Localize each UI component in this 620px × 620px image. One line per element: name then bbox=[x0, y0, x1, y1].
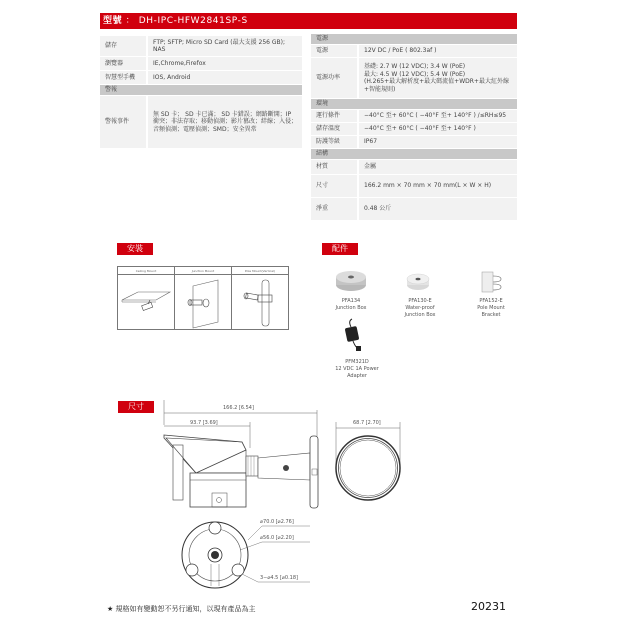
model-number: DH-IPC-HFW2841SP-S bbox=[138, 16, 248, 26]
spec-key: 警報事件 bbox=[100, 96, 148, 148]
dim-total-length: 166.2 [6.54] bbox=[223, 405, 254, 411]
accessory-desc: Junction Box bbox=[404, 312, 436, 318]
spec-row bbox=[100, 36, 302, 56]
dim-mount-holes: 3−⌀4.5 [⌀0.18] bbox=[260, 575, 298, 581]
spec-key: 電源功率 bbox=[311, 58, 359, 98]
spec-value: 金屬 bbox=[359, 160, 517, 174]
section-title: 結構 bbox=[311, 149, 517, 159]
spec-row bbox=[311, 160, 517, 174]
power-adapter-pfm321d-image bbox=[342, 317, 364, 353]
camera-front-view-drawing bbox=[334, 420, 414, 502]
spec-key: 運行條件 bbox=[311, 110, 359, 122]
spec-value: IOS, Android bbox=[148, 71, 302, 84]
footer-disclaimer: ★ 規格如有變動恕不另行通知，以現有產品為主 bbox=[107, 605, 256, 613]
junction-box-pfa134-image bbox=[334, 268, 368, 294]
section-header-environment bbox=[311, 99, 517, 109]
spec-value: 0.48 公斤 bbox=[359, 198, 517, 220]
install-caption: Ceiling Mount bbox=[118, 267, 174, 275]
accessory-desc: Bracket bbox=[481, 312, 501, 318]
spec-key: 電源 bbox=[311, 45, 359, 57]
section-title: 環境 bbox=[311, 99, 517, 109]
spec-row bbox=[311, 58, 517, 98]
accessory-model: PFA134 bbox=[341, 298, 361, 304]
install-ceiling-mount bbox=[118, 267, 175, 329]
accessory-model: PFM321D bbox=[345, 359, 369, 365]
spec-value: IP67 bbox=[359, 136, 517, 148]
spec-row bbox=[100, 71, 302, 84]
install-caption: Pole Mount(Vertical) bbox=[232, 267, 288, 275]
spec-key: 防護等級 bbox=[311, 136, 359, 148]
junction-mount-illustration bbox=[175, 276, 232, 330]
accessory-desc: Adapter bbox=[347, 373, 367, 379]
spec-value bbox=[359, 58, 517, 98]
footer-code: 20231 bbox=[471, 600, 506, 613]
install-junction-mount bbox=[175, 267, 232, 329]
spec-value: 無 SD 卡； SD 卡已滿； SD 卡錯誤；網路斷開；IP 衝突；非法存取；移動偵測；影片篡改；絆線；入侵；音頻偵測；電壓偵測；SMD；安全異常 bbox=[148, 96, 302, 148]
spec-row bbox=[311, 198, 517, 220]
spec-key: 智慧型手機 bbox=[100, 71, 148, 84]
spec-row bbox=[311, 136, 517, 148]
left-spec-table bbox=[100, 35, 302, 149]
spec-key: 儲存 bbox=[100, 36, 148, 56]
ceiling-mount-illustration bbox=[118, 276, 175, 330]
accessory-desc: 12 VDC 1A Power bbox=[335, 366, 379, 372]
spec-key: 材質 bbox=[311, 160, 359, 174]
accessory-model: PFA152-E bbox=[479, 298, 503, 304]
dim-body-length: 93.7 [3.69] bbox=[190, 420, 218, 426]
spec-row bbox=[311, 175, 517, 197]
model-title-bar bbox=[100, 13, 517, 29]
junction-box-pfa130e-image bbox=[405, 271, 431, 293]
spec-key: 儲存溫度 bbox=[311, 123, 359, 135]
accessories-section-label: 配件 bbox=[322, 243, 358, 255]
section-header-power bbox=[311, 34, 517, 44]
spec-row bbox=[100, 57, 302, 70]
spec-key: 淨重 bbox=[311, 198, 359, 220]
pole-mount-illustration bbox=[232, 276, 289, 330]
install-caption: Junction Mount bbox=[175, 267, 231, 275]
spec-row bbox=[311, 123, 517, 135]
accessory-pfa130e bbox=[395, 298, 445, 319]
accessory-pfa134 bbox=[326, 298, 376, 312]
spec-value: 166.2 mm × 70 mm × 70 mm(L × W × H) bbox=[359, 175, 517, 197]
power-line: 最大: 4.5 W (12 VDC); 5.4 W (PoE) bbox=[364, 70, 466, 78]
pole-mount-bracket-pfa152e-image bbox=[479, 269, 503, 295]
section-title: 電源 bbox=[311, 34, 517, 44]
spec-row bbox=[311, 110, 517, 122]
model-separator: ： bbox=[125, 16, 136, 26]
spec-row bbox=[100, 96, 302, 148]
dim-front-diameter: 68.7 [2.70] bbox=[353, 420, 381, 426]
dimensions-section-label: 尺寸 bbox=[118, 401, 154, 413]
power-line: 基礎: 2.7 W (12 VDC); 3.4 W (PoE) bbox=[364, 63, 466, 70]
accessory-desc: Junction Box bbox=[335, 305, 367, 311]
accessory-desc: Pole Mount bbox=[477, 305, 505, 311]
accessory-pfm321d bbox=[330, 359, 384, 380]
section-header-structure bbox=[311, 149, 517, 159]
model-label: 型號 bbox=[103, 16, 123, 26]
dim-base-inner: ⌀56.0 [⌀2.20] bbox=[260, 535, 294, 541]
accessory-pfa152e bbox=[466, 298, 516, 319]
spec-value: 12V DC / PoE ( 802.3af ) bbox=[359, 45, 517, 57]
section-title: 警報 bbox=[100, 85, 302, 95]
section-header-alarm bbox=[100, 85, 302, 95]
spec-key: 瀏覽器 bbox=[100, 57, 148, 70]
spec-key: 尺寸 bbox=[311, 175, 359, 197]
power-line: (H.265+最大解析度+最大碼流值+WDR+最大紅外線+智能規則) bbox=[364, 78, 509, 93]
install-section-label: 安裝 bbox=[117, 243, 153, 255]
spec-value: −40°C 至+ 60°C ( −40°F 至+ 140°F ) /≤RH≤95 bbox=[359, 110, 517, 122]
accessory-model: PFA130-E bbox=[408, 298, 432, 304]
spec-value: −40°C 至+ 60°C ( −40°F 至+ 140°F ) bbox=[359, 123, 517, 135]
right-spec-table bbox=[311, 33, 517, 221]
install-diagram-box bbox=[117, 266, 289, 330]
spec-row bbox=[311, 45, 517, 57]
accessory-desc: Water-proof bbox=[405, 305, 435, 311]
install-pole-mount bbox=[232, 267, 288, 329]
spec-value: IE,Chrome,Firefox bbox=[148, 57, 302, 70]
spec-value: FTP; SFTP; Micro SD Card (最大支援 256 GB); NAS bbox=[148, 36, 302, 56]
dim-base-outer: ⌀70.0 [⌀2.76] bbox=[260, 519, 294, 525]
